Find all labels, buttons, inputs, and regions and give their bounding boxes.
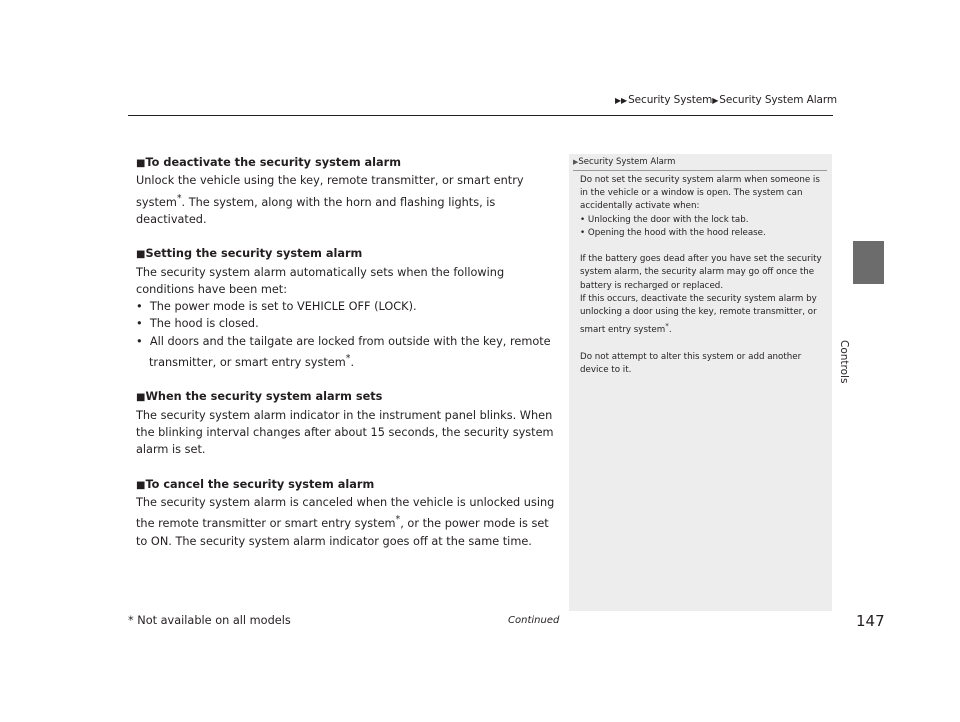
section-heading: ■To deactivate the security system alarm xyxy=(136,156,402,169)
footnote-star: * xyxy=(345,353,351,365)
breadcrumb-item-security-system[interactable]: Security System xyxy=(628,94,713,106)
sidebar-body xyxy=(580,174,828,377)
breadcrumb xyxy=(615,94,837,106)
section-setting xyxy=(136,245,556,371)
sidebar-paragraph: If this occurs, deactivate the security system alarm by unlocking a door using the key, remote transmitter, or smart entry system*. xyxy=(580,293,817,336)
triangle-right-icon: ▶▶ xyxy=(615,96,628,105)
section-text: The security system alarm automatically sets when the following conditions have been met: xyxy=(136,265,505,296)
bullet-icon: • xyxy=(136,334,150,348)
footnote: * Not available on all models xyxy=(128,614,291,627)
square-bullet-icon: ■ xyxy=(136,249,146,261)
section-heading: ■To cancel the security system alarm xyxy=(136,477,375,491)
section-deactivate xyxy=(136,154,556,228)
bullet-icon: • xyxy=(136,300,150,314)
triangle-right-icon: ▶ xyxy=(573,158,579,166)
list-item: • The hood is closed. xyxy=(136,317,259,331)
list-item: • Unlocking the door with the lock tab. xyxy=(580,214,749,225)
square-bullet-icon: ■ xyxy=(136,479,146,491)
chapter-label[interactable]: Controls xyxy=(838,340,850,384)
section-text: The security system alarm is canceled when the vehicle is unlocked using the remote transmitter or smart entry system*, or the power mode is set to ON. The security system alarm indicator goes off at the same time. xyxy=(136,496,555,548)
sidebar-paragraph: If the battery goes dead after you have set the security system alarm, the security alarm may go off once the battery is recharged or replaced. xyxy=(580,254,822,291)
page-number: 147 xyxy=(856,612,885,630)
sidebar-note xyxy=(569,154,832,611)
sidebar-paragraph: Do not attempt to alter this system or add another device to it. xyxy=(580,351,802,375)
section-heading: ■When the security system alarm sets xyxy=(136,390,383,404)
breadcrumb-item-security-system-alarm[interactable]: Security System Alarm xyxy=(719,94,838,106)
list-item: • Opening the hood with the hood release. xyxy=(580,227,766,238)
footnote-star: * xyxy=(176,192,182,204)
list-item: • All doors and the tailgate are locked from outside with the key, remote transmitter, or smart entry system*. xyxy=(136,334,551,369)
bullet-icon: • xyxy=(580,227,588,238)
square-bullet-icon: ■ xyxy=(136,392,146,404)
section-alarm-sets xyxy=(136,388,556,458)
square-bullet-icon: ■ xyxy=(136,158,146,169)
bullet-icon: • xyxy=(580,214,588,225)
triangle-right-icon: ▶ xyxy=(712,96,719,105)
main-content xyxy=(136,154,556,567)
section-heading: ■Setting the security system alarm xyxy=(136,247,363,261)
section-text: The security system alarm indicator in the instrument panel blinks. When the blinking interval changes after about 15 seconds, the security system alarm is set. xyxy=(136,408,554,457)
footnote-star: * xyxy=(665,321,669,331)
continued-label: Continued xyxy=(508,615,560,626)
bullet-icon: • xyxy=(136,317,150,331)
list-item: • The power mode is set to VEHICLE OFF (LOCK). xyxy=(136,300,417,314)
footnote-star: * xyxy=(395,514,401,526)
sidebar-paragraph: Do not set the security system alarm when someone is in the vehicle or a window is open. The system can accidentally activate when: xyxy=(580,175,820,212)
sidebar-title[interactable]: ▶Security System Alarm xyxy=(573,157,676,167)
section-cancel xyxy=(136,476,556,550)
header-rule xyxy=(128,115,833,116)
section-text: Unlock the vehicle using the key, remote transmitter, or smart entry system*. The system, along with the horn and flashing lights, is deactivated. xyxy=(136,174,524,226)
sidebar-divider xyxy=(573,170,827,171)
chapter-tab xyxy=(853,241,884,284)
